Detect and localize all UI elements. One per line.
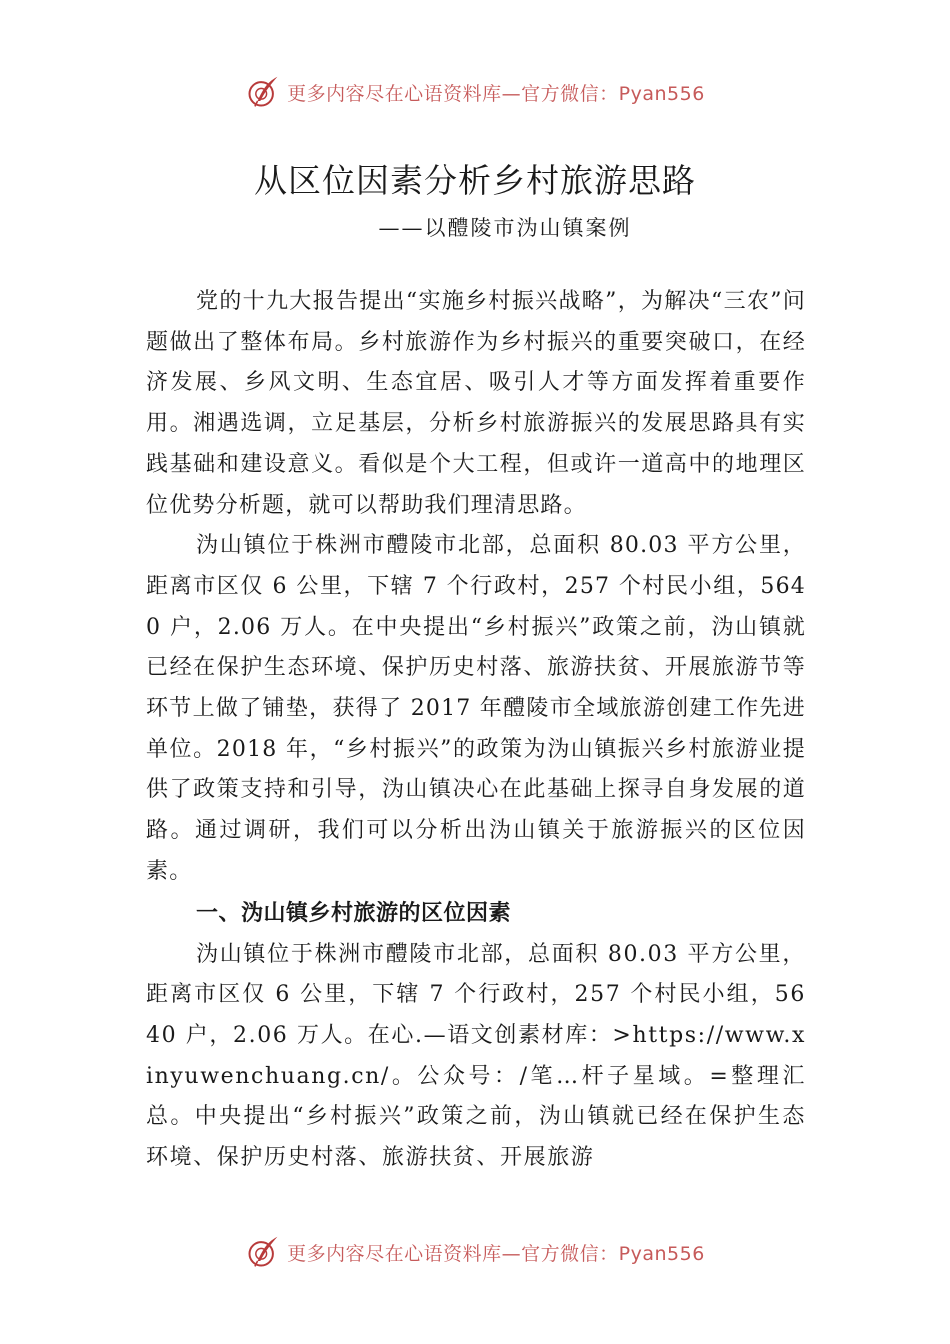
document-subtitle: ——以醴陵市沩山镇案例 <box>378 216 632 240</box>
footer-banner <box>0 1232 950 1272</box>
document-title: 从区位因素分析乡村旅游思路 <box>254 161 696 200</box>
footer-banner-text: 更多内容尽在心语资料库—官方微信：Pyan556 <box>287 1242 705 1265</box>
quill-logo-icon <box>245 1234 281 1270</box>
intro-paragraph: 党的十九大报告提出“实施乡村振兴战略”，为解决“三农”问题做出了整体布局。乡村旅游作为乡村振兴的重要突破口，在经济发展、乡风文明、生态宜居、吸引人才等方面发挥着重要作用。湘遇选调，立足基层，分析乡村旅游振兴的发展思路具有实践基础和建设意义。看似是个大工程，但或许一道高中的地理区位优势分析题，就可以帮助我们理清思路。 <box>146 289 806 518</box>
section-heading: 一、沩山镇乡村旅游的区位因素 <box>196 900 512 926</box>
quill-logo-icon <box>245 74 281 110</box>
document-body <box>146 282 806 1179</box>
header-banner <box>0 72 950 112</box>
overview-paragraph: 沩山镇位于株洲市醴陵市北部，总面积 80.03 平方公里，距离市区仅 6 公里，下辖 7 个行政村，257 个村民小组，5640 户，2.06 万人。在中央提出“乡村振兴”政策之前，沩山镇就已经在保护生态环境、保护历史村落、旅游扶贫、开展旅游节等环节上做了铺垫，获得了 2017 年醴陵市全域旅游创建工作先进单位。2018 年，“乡村振兴”的政策为沩山镇振兴乡村旅游业提供了政策支持和引导，沩山镇决心在此基础上探寻自身发展的道路。通过调研，我们可以分析出沩山镇关于旅游振兴的区位因素。 <box>146 533 806 884</box>
header-banner-text: 更多内容尽在心语资料库—官方微信：Pyan556 <box>287 82 705 105</box>
section-paragraph: 沩山镇位于株洲市醴陵市北部，总面积 80.03 平方公里，距离市区仅 6 公里，下辖 7 个行政村，257 个村民小组，5640 户，2.06 万人。在心.—语文创素材库：>https://www.xinyuwenchuang.cn/。公众号：/笔…杆子星域。=整理汇总。中央提出“乡村振兴”政策之前，沩山镇就已经在保护生态环境、保护历史村落、旅游扶贫、开展旅游 <box>146 941 806 1171</box>
